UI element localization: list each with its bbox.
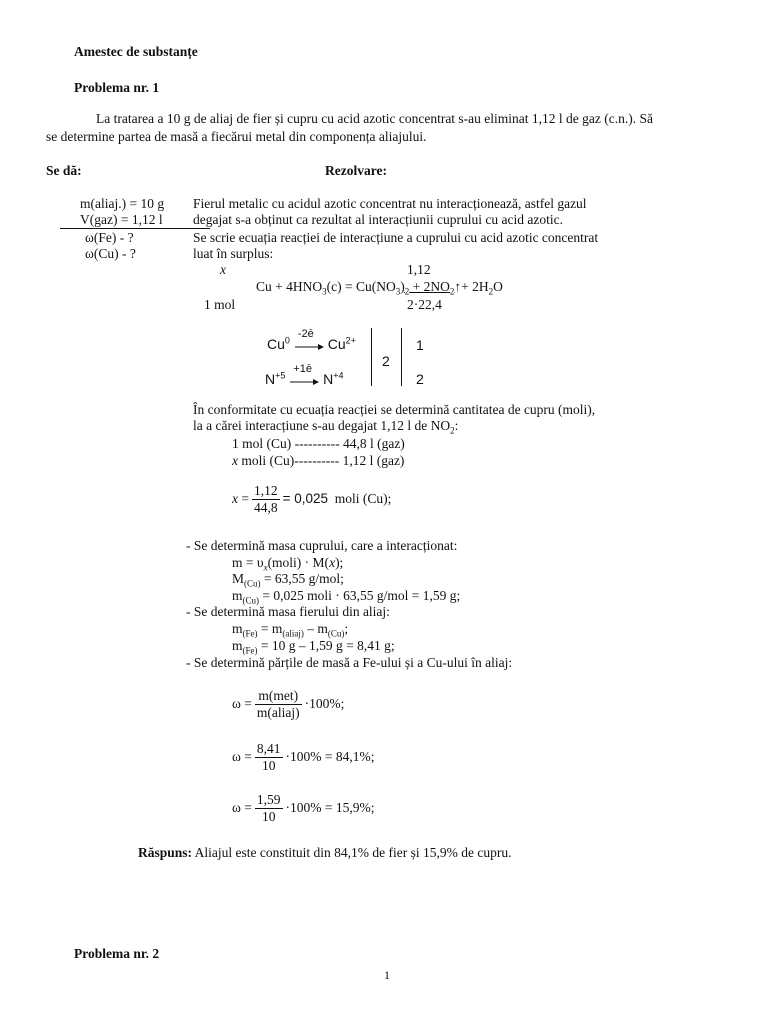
problem-1-statement-line-2: se determine partea de masă a fiecărui metal din componența aliajului. [46,129,427,144]
unknown-omega-fe: ω(Fe) - ? [85,230,134,245]
omega-fe-formula: ω = $\frac{8,41}{10}$ ·100% = 84,1%; [232,741,375,773]
answer-line: Răspuns: Aliajul este constituit din 84,1% de fier și 15,9% de cupru. [138,845,512,860]
arrow-right-icon: -2ē [294,338,324,352]
redox-separator-right [401,328,402,386]
step-2-text: - Se determină masa fierului din aliaj: [186,604,390,619]
solution-paragraph-5: În conformitate cu ecuația reacției se determină cantitatea de cupru (moli), [193,402,596,417]
redox-coefficient-n: 2 [416,371,424,387]
given-label: Se dă: [46,163,82,178]
step-1-text: - Se determină masa cuprului, care a interacționat: [186,538,458,553]
reaction-below-mol: 1 mol [204,297,236,312]
given-separator-line [60,228,210,229]
x-fraction: $\frac{1,12}{44,8}$ [254,483,278,515]
redox-separator-left [371,328,372,386]
redox-coefficient-cu: 1 [416,337,424,353]
redox-n-line: $N^{+5}$ +1ē $N^{+4}$ [265,363,344,387]
solution-paragraph-4: luat în surplus: [193,246,274,261]
mass-fe-value: $m_{(Fe)} = 10$ g – 1,59 g = 8,41 g; [232,638,395,656]
problem-1-title: Problema nr. 1 [74,80,160,95]
x-calculation: x = $\frac{1,12}{44,8}$ = 0,025 moli (Cu); [232,483,392,515]
mass-cu: $m_{(Cu)} = 0,025$ moli · 63,55 g/mol = 1,59 g; [232,588,461,606]
reaction-equation: $Cu + 4HNO_3(c) = Cu(NO_3)_2$ + $2NO_2↑+ 2H_2O$ [256,279,503,297]
solution-paragraph-3: Se scrie ecuația reacției de interacțiune a cuprului cu acid azotic concentrat [193,230,599,245]
reaction-below-volume: 2·22,4 [407,297,442,312]
molar-mass-cu: $M_{(Cu)} = 63,55$ g/mol; [232,571,344,589]
solution-paragraph-1: Fierul metalic cu acidul azotic concentrat nu interacționează, astfel gazul [193,196,587,211]
redox-cu-line: Cu$^0$ -2ē $Cu^{2+}$ [267,328,356,352]
given-gas-volume: V(gaz) = 1,12 l [80,212,163,227]
solution-paragraph-2: degajat s-a obținut ca rezultat al interacțiunii cuprului cu acid azotic. [193,212,563,227]
reaction-above-volume: 1,12 [407,262,431,277]
given-mass-alloy: m(aliaj.) = 10 g [80,196,165,211]
omega-general-formula: ω = $\frac{\text{m(met)}}{\text{m(aliaj)}}$ ·100%; [232,688,345,720]
reaction-above-x: x [220,262,226,277]
unknown-omega-cu: ω(Cu) - ? [85,246,136,261]
problem-2-title: Problema nr. 2 [74,946,160,961]
step-3-text: - Se determină părțile de masă a Fe-ului și a Cu-ului în aliaj: [186,655,513,670]
redox-lcm: 2 [382,353,390,369]
omega-cu-formula: ω = $\frac{1,59}{10}$ ·100% = 15,9%; [232,792,375,824]
mass-formula: $m = \upsilon_x(moli) \cdot M(x)$; [232,555,344,573]
solution-paragraph-6: la a cărei interacțiune s-au degajat 1,12 l de $NO_2$: [193,418,459,436]
page-number: 1 [384,968,390,982]
mass-fe-formula: $m_{(Fe)} = m_{(aliaj)} - m_{(Cu)}$; [232,621,349,639]
arrow-right-icon: +1ē [289,373,319,387]
problem-1-statement-line-1: La tratarea a 10 g de aliaj de fier și cupru cu acid azotic concentrat s-au eliminat 1,12 l de gaz (c.n.). Să [96,111,653,126]
solution-label: Rezolvare: [325,163,387,178]
proportion-line-1: 1 mol (Cu) ---------- 44,8 l (gaz) [232,436,405,451]
proportion-line-2: x moli (Cu)---------- 1,12 l (gaz) [232,453,405,468]
section-heading: Amestec de substanțe [74,44,198,59]
